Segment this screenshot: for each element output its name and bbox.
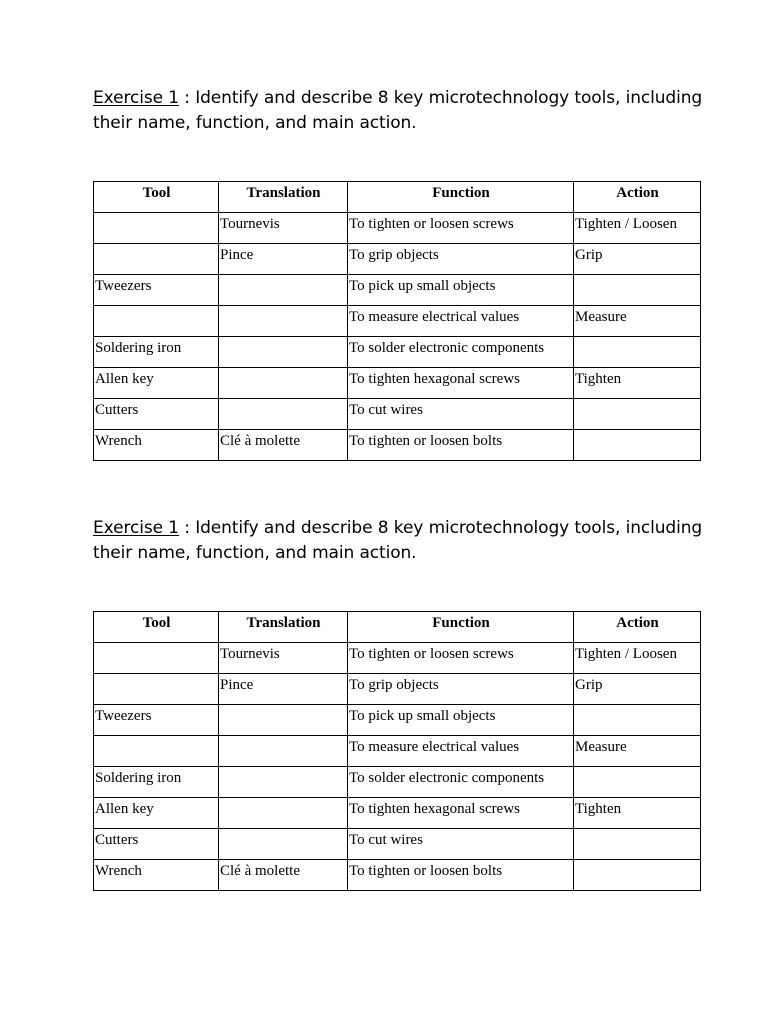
cell-action [574, 430, 701, 461]
cell-function: To grip objects [348, 674, 574, 705]
cell-translation: Clé à molette [219, 860, 348, 891]
cell-translation: Tournevis [219, 643, 348, 674]
cell-translation [219, 368, 348, 399]
cell-function: To tighten hexagonal screws [348, 368, 574, 399]
cell-translation [219, 275, 348, 306]
table-row [94, 368, 701, 399]
cell-tool: Soldering iron [94, 767, 219, 798]
cell-tool: Tweezers [94, 705, 219, 736]
cell-function: To tighten hexagonal screws [348, 798, 574, 829]
exercise-instructions: : Identify and describe 8 key microtechnology tools, including their name, function, and main action. [93, 88, 703, 133]
cell-function: To tighten or loosen screws [348, 213, 574, 244]
cell-tool [94, 306, 219, 337]
cell-action [574, 705, 701, 736]
cell-action [574, 767, 701, 798]
cell-tool: Wrench [94, 430, 219, 461]
cell-function: To tighten or loosen bolts [348, 860, 574, 891]
cell-function: To pick up small objects [348, 705, 574, 736]
table-row [94, 643, 701, 674]
table-row [94, 399, 701, 430]
table-row [94, 306, 701, 337]
cell-action: Measure [574, 306, 701, 337]
cell-tool: Cutters [94, 399, 219, 430]
cell-translation: Clé à molette [219, 430, 348, 461]
table-row [94, 337, 701, 368]
cell-function: To cut wires [348, 829, 574, 860]
column-header-action: Action [574, 612, 701, 643]
cell-tool: Cutters [94, 829, 219, 860]
cell-tool [94, 244, 219, 275]
cell-translation [219, 798, 348, 829]
cell-action: Grip [574, 674, 701, 705]
table-row [94, 674, 701, 705]
cell-translation [219, 829, 348, 860]
cell-function: To solder electronic components [348, 767, 574, 798]
cell-translation: Pince [219, 674, 348, 705]
cell-tool [94, 736, 219, 767]
cell-translation [219, 767, 348, 798]
cell-function: To tighten or loosen bolts [348, 430, 574, 461]
column-header-function: Function [348, 182, 574, 213]
table-row [94, 736, 701, 767]
cell-translation [219, 736, 348, 767]
table-row [94, 430, 701, 461]
cell-function: To solder electronic components [348, 337, 574, 368]
column-header-tool: Tool [94, 612, 219, 643]
table-header-row [94, 612, 701, 643]
cell-function: To pick up small objects [348, 275, 574, 306]
table-row [94, 275, 701, 306]
cell-action: Grip [574, 244, 701, 275]
exercise-heading [93, 86, 703, 136]
table-row [94, 705, 701, 736]
table-row [94, 860, 701, 891]
cell-function: To tighten or loosen screws [348, 643, 574, 674]
exercise-label: Exercise 1 [93, 88, 179, 108]
cell-function: To cut wires [348, 399, 574, 430]
column-header-tool: Tool [94, 182, 219, 213]
cell-action [574, 275, 701, 306]
tools-table [93, 181, 701, 461]
cell-tool: Allen key [94, 368, 219, 399]
cell-translation: Tournevis [219, 213, 348, 244]
cell-function: To grip objects [348, 244, 574, 275]
cell-translation [219, 399, 348, 430]
cell-translation [219, 337, 348, 368]
exercise-section-2 [93, 516, 703, 879]
cell-action: Tighten [574, 798, 701, 829]
cell-tool: Soldering iron [94, 337, 219, 368]
cell-tool [94, 213, 219, 244]
cell-tool [94, 643, 219, 674]
exercise-section-1 [93, 86, 703, 449]
exercise-instructions: : Identify and describe 8 key microtechnology tools, including their name, function, and main action. [93, 518, 703, 563]
table-row [94, 829, 701, 860]
table-row [94, 244, 701, 275]
table-row [94, 767, 701, 798]
cell-action: Tighten / Loosen [574, 643, 701, 674]
cell-action: Tighten [574, 368, 701, 399]
table-header-row [94, 182, 701, 213]
tools-table [93, 611, 701, 891]
column-header-function: Function [348, 612, 574, 643]
column-header-translation: Translation [219, 612, 348, 643]
cell-action: Tighten / Loosen [574, 213, 701, 244]
cell-action [574, 337, 701, 368]
cell-translation [219, 705, 348, 736]
table-row [94, 798, 701, 829]
exercise-label: Exercise 1 [93, 518, 179, 538]
cell-tool: Tweezers [94, 275, 219, 306]
cell-tool [94, 674, 219, 705]
exercise-heading [93, 516, 703, 566]
cell-translation [219, 306, 348, 337]
column-header-action: Action [574, 182, 701, 213]
cell-action [574, 860, 701, 891]
cell-tool: Wrench [94, 860, 219, 891]
cell-function: To measure electrical values [348, 736, 574, 767]
cell-translation: Pince [219, 244, 348, 275]
cell-tool: Allen key [94, 798, 219, 829]
table-row [94, 213, 701, 244]
cell-action [574, 829, 701, 860]
cell-action [574, 399, 701, 430]
cell-action: Measure [574, 736, 701, 767]
column-header-translation: Translation [219, 182, 348, 213]
cell-function: To measure electrical values [348, 306, 574, 337]
